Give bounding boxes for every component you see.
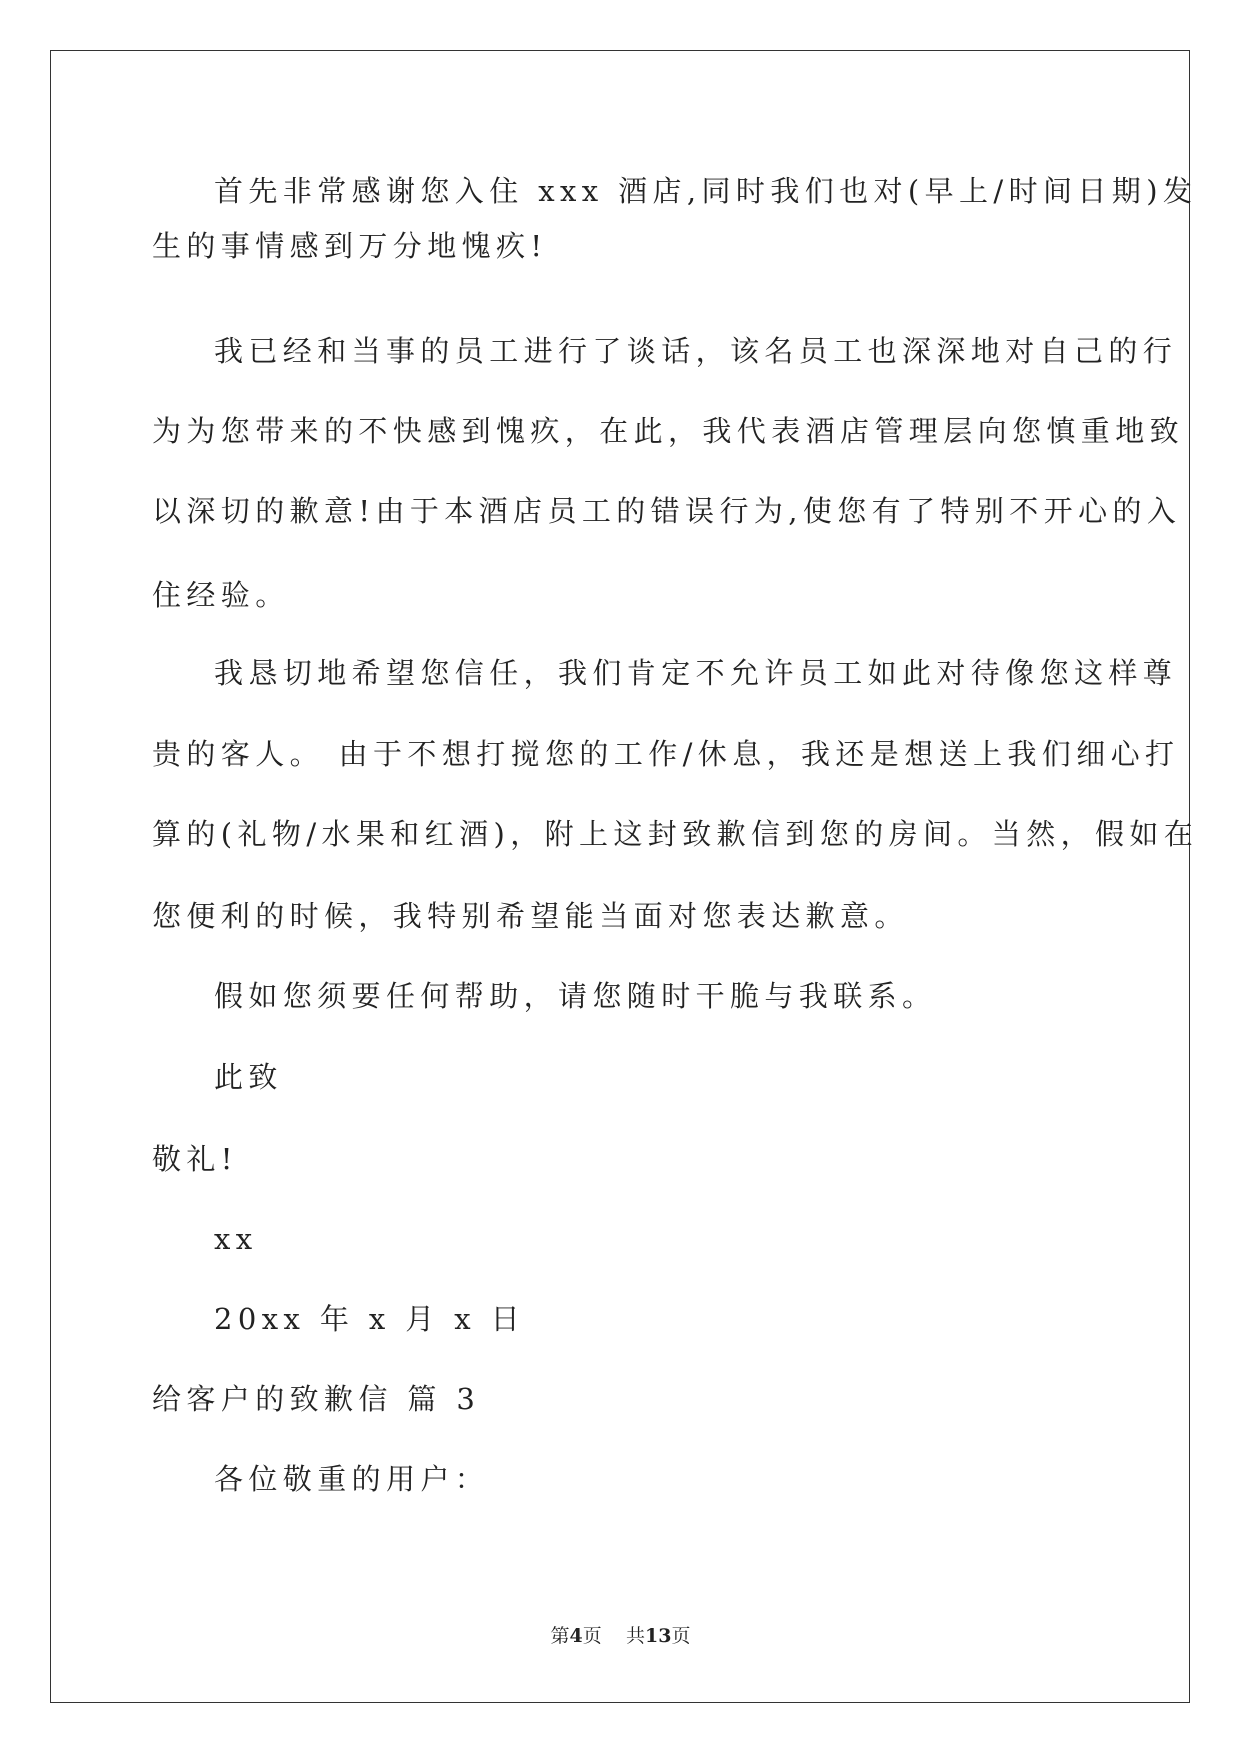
paragraph-3-line-3: 算的(礼物/水果和红酒)，附上这封致歉信到您的房间。当然，假如在 [152,817,1199,851]
footer-current-page: 4 [569,1625,583,1647]
closing-salutation: 此致 [214,1060,283,1094]
paragraph-3-line-2: 贵的客人。 由于不想打搅您的工作/休息，我还是想送上我们细心打 [152,737,1180,771]
footer-total-prefix: 共 [625,1625,645,1647]
footer-prefix: 第 [550,1625,570,1647]
paragraph-2-line-4: 住经验。 [152,578,290,612]
signature-date: 20xx 年 x 月 x 日 [214,1302,526,1336]
paragraph-2-line-3: 以深切的歉意!由于本酒店员工的错误行为,使您有了特别不开心的入 [152,494,1182,528]
paragraph-2-line-2: 为为您带来的不快感到愧疚，在此，我代表酒店管理层向您慎重地致 [152,414,1185,448]
paragraph-2-line-1: 我已经和当事的员工进行了谈话，该名员工也深深地对自己的行 [214,334,1178,368]
signature-name: xx [214,1222,258,1256]
page-footer [0,1621,1241,1648]
greeting-line: 各位敬重的用户： [214,1462,490,1496]
footer-total-pages: 13 [644,1625,672,1647]
footer-total-suffix: 页 [671,1625,691,1647]
closing-respect: 敬礼! [152,1142,238,1176]
paragraph-3-line-1: 我恳切地希望您信任，我们肯定不允许员工如此对待像您这样尊 [214,656,1178,690]
paragraph-1-line-2: 生的事情感到万分地愧疚! [152,229,548,263]
page-border [50,50,1190,1703]
section-heading: 给客户的致歉信 篇 3 [152,1382,481,1416]
paragraph-3-line-4: 您便利的时候，我特别希望能当面对您表达歉意。 [152,899,909,933]
paragraph-1-line-1: 首先非常感谢您入住 xxx 酒店,同时我们也对(早上/时间日期)发 [214,174,1198,208]
paragraph-4: 假如您须要任何帮助，请您随时干脆与我联系。 [214,979,937,1013]
footer-page-word: 页 [582,1625,602,1647]
